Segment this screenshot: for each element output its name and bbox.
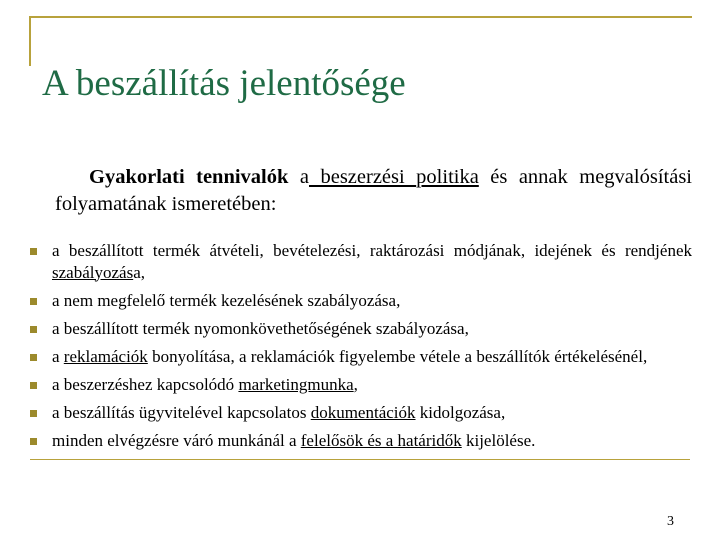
item-text: a bbox=[52, 346, 64, 366]
item-text: kijelölése. bbox=[461, 430, 536, 450]
item-text: a beszállított termék átvételi, bevételezési, raktározási módjának, idejének és rendjének bbox=[52, 241, 692, 260]
list-item bbox=[30, 318, 692, 340]
item-text: , bbox=[353, 374, 358, 394]
page-number: 3 bbox=[667, 514, 674, 529]
item-text: kidolgozása, bbox=[415, 402, 506, 422]
intro-underline: politika bbox=[416, 166, 479, 188]
square-bullet-icon bbox=[30, 326, 37, 333]
intro-underline: beszerzési bbox=[309, 166, 417, 188]
intro-text: és annak megvalósítási folyamatának ismeretében: bbox=[55, 166, 692, 215]
item-underline: felelősök és a határidők bbox=[300, 430, 462, 450]
item-text: a nem megfelelő termék kezelésének szabályozása, bbox=[52, 290, 401, 310]
square-bullet-icon bbox=[30, 438, 37, 445]
square-bullet-icon bbox=[30, 410, 37, 417]
side-accent-line bbox=[29, 16, 31, 66]
square-bullet-icon bbox=[30, 248, 37, 255]
list-item bbox=[30, 374, 692, 396]
bullet-list bbox=[30, 240, 692, 458]
list-item bbox=[30, 240, 692, 283]
slide-title: A beszállítás jelentősége bbox=[42, 63, 406, 104]
item-text: a beszállítás ügyvitelével kapcsolatos bbox=[52, 402, 311, 422]
bottom-accent-line bbox=[30, 459, 690, 460]
item-text: a beszállított termék nyomonkövethetőségének szabályozása, bbox=[52, 318, 469, 338]
item-text: minden elvégzésre váró munkánál a bbox=[52, 430, 301, 450]
intro-bold: Gyakorlati tennivalók bbox=[89, 166, 289, 188]
list-item bbox=[30, 430, 692, 452]
list-item bbox=[30, 346, 692, 368]
list-item bbox=[30, 290, 692, 312]
intro-paragraph bbox=[55, 164, 692, 218]
square-bullet-icon bbox=[30, 382, 37, 389]
item-text: bonyolítása, a reklamációk figyelembe vétele a beszállítók értékelésénél, bbox=[147, 346, 648, 366]
square-bullet-icon bbox=[30, 298, 37, 305]
intro-text: a bbox=[288, 166, 309, 188]
top-accent-line bbox=[29, 16, 692, 18]
item-underline: marketingmunka bbox=[238, 374, 354, 394]
item-underline: dokumentációk bbox=[310, 402, 416, 422]
list-item bbox=[30, 402, 692, 424]
square-bullet-icon bbox=[30, 354, 37, 361]
item-text: a, bbox=[133, 262, 145, 282]
item-underline: szabályozás bbox=[52, 262, 134, 282]
item-text: a beszerzéshez kapcsolódó bbox=[52, 374, 239, 394]
item-underline: reklamációk bbox=[63, 346, 148, 366]
